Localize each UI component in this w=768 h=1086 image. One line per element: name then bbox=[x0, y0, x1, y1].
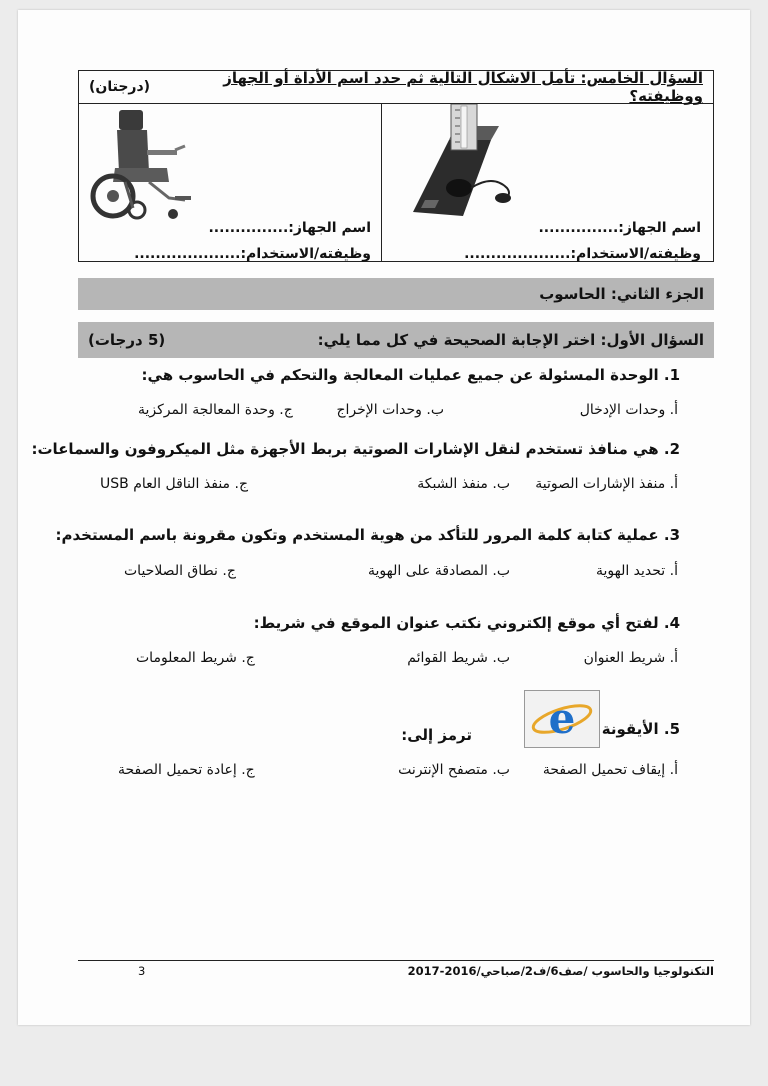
answer-blank[interactable]: ............... bbox=[208, 220, 289, 236]
page-number: 3 bbox=[138, 964, 146, 978]
answer-blank[interactable]: ............... bbox=[538, 220, 619, 236]
q3-option-b[interactable]: ب. المصادقة على الهوية bbox=[368, 563, 510, 579]
q4-option-c[interactable]: ج. شريط المعلومات bbox=[136, 650, 255, 666]
question-5 bbox=[602, 720, 680, 738]
q1-header-bar bbox=[78, 322, 714, 358]
q5-option-c[interactable]: ج. إعادة تحميل الصفحة bbox=[118, 762, 255, 778]
device-name-label: اسم الجهاز: bbox=[618, 220, 701, 236]
question-text: عملية كتابة كلمة المرور للتأكد من هوية المستخدم وتكون مقرونة باسم المستخدم: bbox=[55, 526, 659, 544]
q1-option-a[interactable]: أ. وحدات الإدخال bbox=[579, 402, 678, 418]
device-function-label: وظيفته/الاستخدام: bbox=[570, 246, 701, 262]
question-2 bbox=[31, 440, 680, 458]
q4-option-a[interactable]: أ. شريط العنوان bbox=[583, 650, 678, 666]
question-1 bbox=[142, 366, 680, 384]
question-text: الوحدة المسئولة عن جميع عمليات المعالجة والتحكم في الحاسوب هي: bbox=[141, 366, 659, 384]
device-function-label: وظيفته/الاستخدام: bbox=[240, 246, 371, 262]
q1-option-b[interactable]: ب. وحدات الإخراج bbox=[336, 402, 444, 418]
q5-header bbox=[79, 71, 713, 104]
q4-option-b[interactable]: ب. شريط القوائم bbox=[407, 650, 510, 666]
answer-blank[interactable]: .................... bbox=[134, 246, 241, 262]
question-number: 3. bbox=[663, 526, 680, 544]
q1-title: السؤال الأول: اختر الإجابة الصحيحة في كل مما يلي: bbox=[317, 331, 704, 349]
part2-title: الجزء الثاني: الحاسوب bbox=[539, 285, 704, 303]
question-text: الأيقونة bbox=[601, 720, 659, 738]
internet-explorer-icon bbox=[524, 690, 600, 748]
right-device-name-row bbox=[538, 220, 701, 236]
right-device-function-row bbox=[464, 246, 701, 262]
part2-header-bar bbox=[78, 278, 714, 310]
q5-box bbox=[78, 70, 714, 262]
question-number: 1. bbox=[663, 366, 680, 384]
sphygmomanometer-image bbox=[403, 104, 543, 224]
q3-option-a[interactable]: أ. تحديد الهوية bbox=[595, 563, 678, 579]
q5-marks: (درجتان) bbox=[89, 79, 151, 95]
left-device-function-row bbox=[134, 246, 371, 262]
wheelchair-image bbox=[89, 106, 199, 224]
question-4 bbox=[254, 614, 680, 632]
page-footer bbox=[78, 960, 714, 978]
q2-option-a[interactable]: أ. منفذ الإشارات الصوتية bbox=[535, 476, 678, 492]
question-text: هي منافذ تستخدم لنقل الإشارات الصوتية بربط الأجهزة مثل الميكروفون والسماعات: bbox=[31, 440, 659, 458]
question-5-suffix: ترمز إلى: bbox=[401, 726, 472, 744]
question-number: 5. bbox=[663, 720, 680, 738]
q5-cell-left bbox=[79, 104, 382, 261]
q3-option-c[interactable]: ج. نطاق الصلاحيات bbox=[124, 563, 236, 579]
question-number: 2. bbox=[663, 440, 680, 458]
device-name-label: اسم الجهاز: bbox=[288, 220, 371, 236]
svg-text:e: e bbox=[548, 694, 576, 743]
q5-option-a[interactable]: أ. إيقاف تحميل الصفحة bbox=[542, 762, 678, 778]
question-number: 4. bbox=[663, 614, 680, 632]
q1-option-c[interactable]: ج. وحدة المعالجة المركزية bbox=[138, 402, 293, 418]
footer-course-info: التكنولوجيا والحاسوب /صف6/ف2/صباحي/2016-2017 bbox=[407, 964, 714, 978]
exam-page bbox=[18, 10, 750, 1025]
left-device-name-row bbox=[208, 220, 371, 236]
q5-option-b[interactable]: ب. متصفح الإنترنت bbox=[398, 762, 510, 778]
question-text: لفتح أي موقع إلكتروني نكتب عنوان الموقع في شريط: bbox=[253, 614, 659, 632]
answer-blank[interactable]: .................... bbox=[464, 246, 571, 262]
q2-option-b[interactable]: ب. منفذ الشبكة bbox=[417, 476, 510, 492]
q1-marks: (5 درجات) bbox=[88, 331, 166, 349]
q2-option-c[interactable]: ج. منفذ الناقل العام USB bbox=[100, 476, 248, 492]
q5-cell-right bbox=[383, 104, 713, 261]
question-3 bbox=[55, 526, 680, 544]
q5-title: السؤال الخامس: تأمل الاشكال التالية ثم حدد اسم الأداة أو الجهاز ووظيفته؟ bbox=[223, 69, 703, 105]
